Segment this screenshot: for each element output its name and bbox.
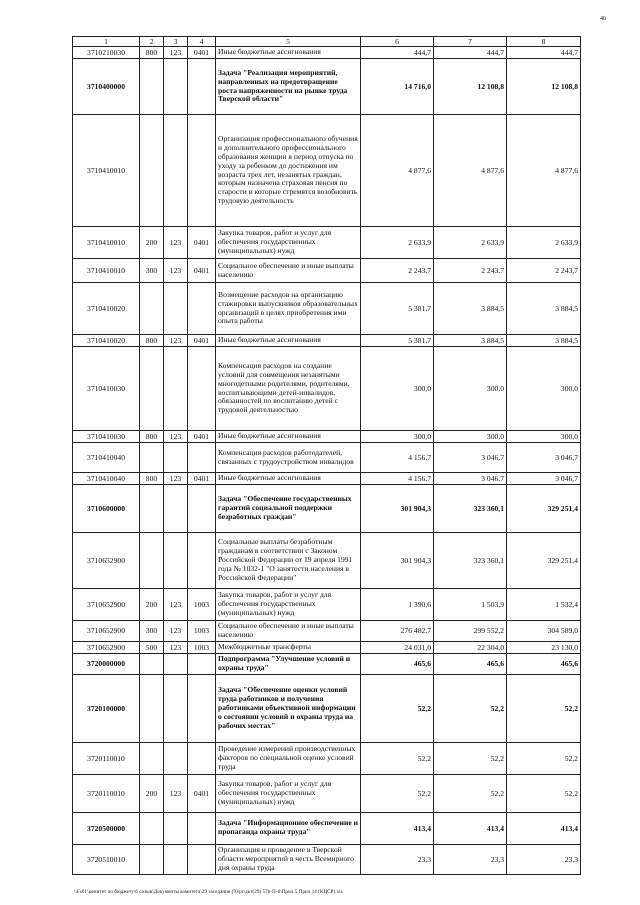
amount-year1-cell: 1 390,6 — [361, 589, 434, 621]
admin-code-cell: 123 — [164, 589, 188, 621]
expense-type-cell: 800 — [140, 47, 164, 59]
section-cell — [188, 59, 216, 115]
description-cell: Закупка товаров, работ и услуг для обеспечения государственных (муниципальных) нужд — [216, 589, 361, 621]
amount-year3-cell: 304 589,0 — [507, 621, 581, 642]
expense-type-cell — [140, 283, 164, 335]
amount-year1-cell: 2 633,9 — [361, 227, 434, 259]
section-cell — [188, 283, 216, 335]
expense-type-cell — [140, 844, 164, 874]
amount-year2-cell: 3 046,7 — [434, 443, 507, 473]
admin-code-cell: 123 — [164, 774, 188, 812]
target-code-cell: 3720510010 — [73, 844, 140, 874]
description-cell: Иные бюджетные ассигнования — [216, 473, 361, 485]
amount-year3-cell: 3 046,7 — [507, 473, 581, 485]
description-cell: Организация профессионального обучения и дополнительного профессионального образования женщин в период отпуска по уходу за ребенком до достижения им возраста трех лет, незанятых граждан, которым назначена страховая пенсия по старости и которые стремятся возобновить трудовую деятельность — [216, 115, 361, 227]
admin-code-cell — [164, 653, 188, 674]
target-code-cell: 3710210030 — [73, 47, 140, 59]
amount-year2-cell: 23,3 — [434, 844, 507, 874]
section-cell: 1003 — [188, 589, 216, 621]
amount-year1-cell: 301 904,3 — [361, 533, 434, 589]
file-path-footer: \\Fs01\комитет по бюджету\6 созыв\Документы комитета\29 заседание (9)\pr\дкт(29) 576-П-6\Прил 5 Прил 14 (КЦСР).xls — [74, 890, 343, 895]
admin-code-cell: 123 — [164, 335, 188, 347]
description-cell: Социальное обеспечение и иные выплаты населению — [216, 621, 361, 642]
amount-year2-cell: 444,7 — [434, 47, 507, 59]
expense-type-cell: 800 — [140, 431, 164, 443]
table-row — [73, 259, 581, 283]
amount-year1-cell: 52,2 — [361, 774, 434, 812]
amount-year2-cell: 52,2 — [434, 742, 507, 774]
table-row — [73, 227, 581, 259]
target-code-cell: 3710410040 — [73, 443, 140, 473]
amount-year3-cell: 23,3 — [507, 844, 581, 874]
expense-type-cell — [140, 653, 164, 674]
amount-year1-cell: 300,0 — [361, 347, 434, 431]
table-body — [73, 47, 581, 875]
target-code-cell: 3720100000 — [73, 674, 140, 742]
expense-type-cell: 200 — [140, 589, 164, 621]
amount-year3-cell: 12 108,8 — [507, 59, 581, 115]
description-cell: Межбюджетные трансферты — [216, 641, 361, 653]
table-row — [73, 335, 581, 347]
page-number: 46 — [600, 16, 606, 22]
section-cell — [188, 653, 216, 674]
amount-year2-cell: 22 304,0 — [434, 641, 507, 653]
section-cell: 1003 — [188, 621, 216, 642]
column-header: 6 — [361, 37, 434, 47]
amount-year1-cell: 413,4 — [361, 812, 434, 844]
amount-year3-cell: 3 884,5 — [507, 335, 581, 347]
table-row — [73, 473, 581, 485]
amount-year2-cell: 413,4 — [434, 812, 507, 844]
description-cell: Социальное обеспечение и иные выплаты населению — [216, 259, 361, 283]
amount-year3-cell: 52,2 — [507, 742, 581, 774]
target-code-cell: 3720500000 — [73, 812, 140, 844]
amount-year2-cell: 12 108,8 — [434, 59, 507, 115]
amount-year3-cell: 300,0 — [507, 431, 581, 443]
column-number-row — [73, 37, 581, 47]
table-row — [73, 774, 581, 812]
target-code-cell: 3710410040 — [73, 473, 140, 485]
amount-year3-cell: 52,2 — [507, 674, 581, 742]
table-row — [73, 59, 581, 115]
target-code-cell: 3710652900 — [73, 589, 140, 621]
section-cell — [188, 347, 216, 431]
expense-type-cell: 200 — [140, 774, 164, 812]
admin-code-cell: 123 — [164, 621, 188, 642]
amount-year3-cell: 2 633,9 — [507, 227, 581, 259]
section-cell — [188, 674, 216, 742]
table-row — [73, 621, 581, 642]
amount-year2-cell: 465,6 — [434, 653, 507, 674]
admin-code-cell — [164, 674, 188, 742]
target-code-cell: 3710652900 — [73, 621, 140, 642]
description-cell: Задача "Информационное обеспечение и пропаганда охраны труда" — [216, 812, 361, 844]
section-cell — [188, 742, 216, 774]
table-row — [73, 844, 581, 874]
section-cell — [188, 443, 216, 473]
table-row — [73, 641, 581, 653]
section-cell: 0401 — [188, 259, 216, 283]
amount-year1-cell: 465,6 — [361, 653, 434, 674]
amount-year3-cell: 3 046,7 — [507, 443, 581, 473]
admin-code-cell — [164, 347, 188, 431]
section-cell — [188, 485, 216, 533]
table-row — [73, 115, 581, 227]
table-row — [73, 812, 581, 844]
description-cell: Организация и проведение в Тверской области мероприятий в честь Всемирного дня охраны труда — [216, 844, 361, 874]
target-code-cell: 3720110010 — [73, 742, 140, 774]
description-cell: Задача "Обеспечение оценки условий труда работников и получения работниками объективной информации о состоянии условий и охраны труда на рабочих местах" — [216, 674, 361, 742]
admin-code-cell — [164, 812, 188, 844]
amount-year3-cell: 23 130,0 — [507, 641, 581, 653]
amount-year3-cell: 465,6 — [507, 653, 581, 674]
target-code-cell: 3710410030 — [73, 347, 140, 431]
expense-type-cell — [140, 812, 164, 844]
description-cell: Возмещение расходов на организацию стажировки выпускников образовательных организаций в целях приобретения ими опыта работы — [216, 283, 361, 335]
amount-year1-cell: 4 156,7 — [361, 443, 434, 473]
amount-year3-cell: 1 532,4 — [507, 589, 581, 621]
section-cell: 0401 — [188, 335, 216, 347]
description-cell: Социальные выплаты безработным гражданам в соответствии с Законом Российской Федерации от 19 апреля 1991 года № 1032-1 "О занятости населения в Российской Федерации" — [216, 533, 361, 589]
table-row — [73, 443, 581, 473]
admin-code-cell — [164, 533, 188, 589]
target-code-cell: 3710410010 — [73, 115, 140, 227]
amount-year3-cell: 329 251,4 — [507, 533, 581, 589]
amount-year2-cell: 2 243,7 — [434, 259, 507, 283]
admin-code-cell — [164, 59, 188, 115]
amount-year2-cell: 3 046,7 — [434, 473, 507, 485]
amount-year1-cell: 301 904,3 — [361, 485, 434, 533]
section-cell: 0401 — [188, 227, 216, 259]
description-cell: Закупка товаров, работ и услуг для обеспечения государственных (муниципальных) нужд — [216, 774, 361, 812]
section-cell — [188, 533, 216, 589]
amount-year2-cell: 323 360,1 — [434, 485, 507, 533]
target-code-cell: 3710410020 — [73, 283, 140, 335]
admin-code-cell: 123 — [164, 473, 188, 485]
table-row — [73, 742, 581, 774]
section-cell: 0401 — [188, 774, 216, 812]
expense-type-cell — [140, 674, 164, 742]
expense-type-cell — [140, 742, 164, 774]
amount-year1-cell: 24 031,0 — [361, 641, 434, 653]
amount-year3-cell: 2 243,7 — [507, 259, 581, 283]
section-cell: 0401 — [188, 47, 216, 59]
target-code-cell: 3720110010 — [73, 774, 140, 812]
expense-type-cell — [140, 485, 164, 533]
section-cell — [188, 115, 216, 227]
description-cell: Проведение измерений производственных факторов по специальной оценке условий труда — [216, 742, 361, 774]
amount-year1-cell: 52,2 — [361, 674, 434, 742]
amount-year2-cell: 52,2 — [434, 774, 507, 812]
amount-year2-cell: 2 633,9 — [434, 227, 507, 259]
table-row — [73, 485, 581, 533]
expense-type-cell: 500 — [140, 641, 164, 653]
amount-year3-cell: 329 251,4 — [507, 485, 581, 533]
section-cell — [188, 844, 216, 874]
expense-type-cell: 300 — [140, 621, 164, 642]
section-cell — [188, 812, 216, 844]
expense-type-cell: 800 — [140, 335, 164, 347]
target-code-cell: 3720000000 — [73, 653, 140, 674]
table-row — [73, 431, 581, 443]
amount-year2-cell: 323 360,1 — [434, 533, 507, 589]
admin-code-cell — [164, 283, 188, 335]
column-header: 2 — [140, 37, 164, 47]
amount-year2-cell: 300,0 — [434, 431, 507, 443]
description-cell: Компенсация расходов работодателей, связанных с трудоустройством инвалидов — [216, 443, 361, 473]
description-cell: Компенсация расходов на создание условий для совмещения незанятыми многодетными родителями, родителями, воспитывающими детей-инвалидов, обязанностей по воспитанию детей с трудовой деятельностью — [216, 347, 361, 431]
column-header: 5 — [216, 37, 361, 47]
amount-year1-cell: 5 381,7 — [361, 335, 434, 347]
target-code-cell: 3710410030 — [73, 431, 140, 443]
table-row — [73, 347, 581, 431]
amount-year3-cell: 300,0 — [507, 347, 581, 431]
column-header: 1 — [73, 37, 140, 47]
table-row — [73, 674, 581, 742]
amount-year2-cell: 299 552,2 — [434, 621, 507, 642]
expense-type-cell: 200 — [140, 227, 164, 259]
amount-year1-cell: 52,2 — [361, 742, 434, 774]
admin-code-cell — [164, 115, 188, 227]
amount-year3-cell: 413,4 — [507, 812, 581, 844]
target-code-cell: 3710652900 — [73, 641, 140, 653]
expense-type-cell — [140, 533, 164, 589]
amount-year2-cell: 52,2 — [434, 674, 507, 742]
column-header: 7 — [434, 37, 507, 47]
amount-year1-cell: 2 243,7 — [361, 259, 434, 283]
description-cell: Подпрограмма "Улучшение условий и охраны труда" — [216, 653, 361, 674]
target-code-cell: 3710600000 — [73, 485, 140, 533]
amount-year2-cell: 300,0 — [434, 347, 507, 431]
description-cell: Иные бюджетные ассигнования — [216, 431, 361, 443]
target-code-cell: 3710400000 — [73, 59, 140, 115]
budget-table — [72, 36, 581, 875]
amount-year3-cell: 52,2 — [507, 774, 581, 812]
description-cell: Иные бюджетные ассигнования — [216, 47, 361, 59]
target-code-cell: 3710410010 — [73, 259, 140, 283]
column-header: 3 — [164, 37, 188, 47]
admin-code-cell: 123 — [164, 431, 188, 443]
column-header: 4 — [188, 37, 216, 47]
admin-code-cell: 123 — [164, 47, 188, 59]
amount-year2-cell: 3 884,5 — [434, 335, 507, 347]
target-code-cell: 3710410010 — [73, 227, 140, 259]
amount-year1-cell: 444,7 — [361, 47, 434, 59]
column-header: 8 — [507, 37, 581, 47]
amount-year1-cell: 4 156,7 — [361, 473, 434, 485]
description-cell: Закупка товаров, работ и услуг для обеспечения государственных (муниципальных) нужд — [216, 227, 361, 259]
amount-year1-cell: 4 877,6 — [361, 115, 434, 227]
amount-year1-cell: 300,0 — [361, 431, 434, 443]
amount-year2-cell: 4 877,6 — [434, 115, 507, 227]
table-row — [73, 283, 581, 335]
amount-year3-cell: 444,7 — [507, 47, 581, 59]
table-row — [73, 533, 581, 589]
description-cell: Задача "Реализация мероприятий, направленных на предотвращение роста напряженности на рынке труда Тверской области" — [216, 59, 361, 115]
admin-code-cell — [164, 844, 188, 874]
target-code-cell: 3710410020 — [73, 335, 140, 347]
amount-year1-cell: 23,3 — [361, 844, 434, 874]
amount-year1-cell: 5 381,7 — [361, 283, 434, 335]
target-code-cell: 3710652900 — [73, 533, 140, 589]
expense-type-cell — [140, 59, 164, 115]
expense-type-cell: 800 — [140, 473, 164, 485]
amount-year1-cell: 14 716,0 — [361, 59, 434, 115]
admin-code-cell: 123 — [164, 641, 188, 653]
expense-type-cell — [140, 443, 164, 473]
table-row — [73, 589, 581, 621]
admin-code-cell — [164, 742, 188, 774]
expense-type-cell — [140, 347, 164, 431]
amount-year2-cell: 3 884,5 — [434, 283, 507, 335]
expense-type-cell — [140, 115, 164, 227]
table-row — [73, 653, 581, 674]
description-cell: Иные бюджетные ассигнования — [216, 335, 361, 347]
section-cell: 0401 — [188, 473, 216, 485]
admin-code-cell: 123 — [164, 259, 188, 283]
amount-year2-cell: 1 503,9 — [434, 589, 507, 621]
admin-code-cell — [164, 443, 188, 473]
section-cell: 1003 — [188, 641, 216, 653]
amount-year1-cell: 276 482,7 — [361, 621, 434, 642]
description-cell: Задача "Обеспечение государственных гарантий социальной поддержки безработных граждан" — [216, 485, 361, 533]
amount-year3-cell: 4 877,6 — [507, 115, 581, 227]
expense-type-cell: 300 — [140, 259, 164, 283]
admin-code-cell — [164, 485, 188, 533]
amount-year3-cell: 3 884,5 — [507, 283, 581, 335]
admin-code-cell: 123 — [164, 227, 188, 259]
section-cell: 0401 — [188, 431, 216, 443]
table-row — [73, 47, 581, 59]
